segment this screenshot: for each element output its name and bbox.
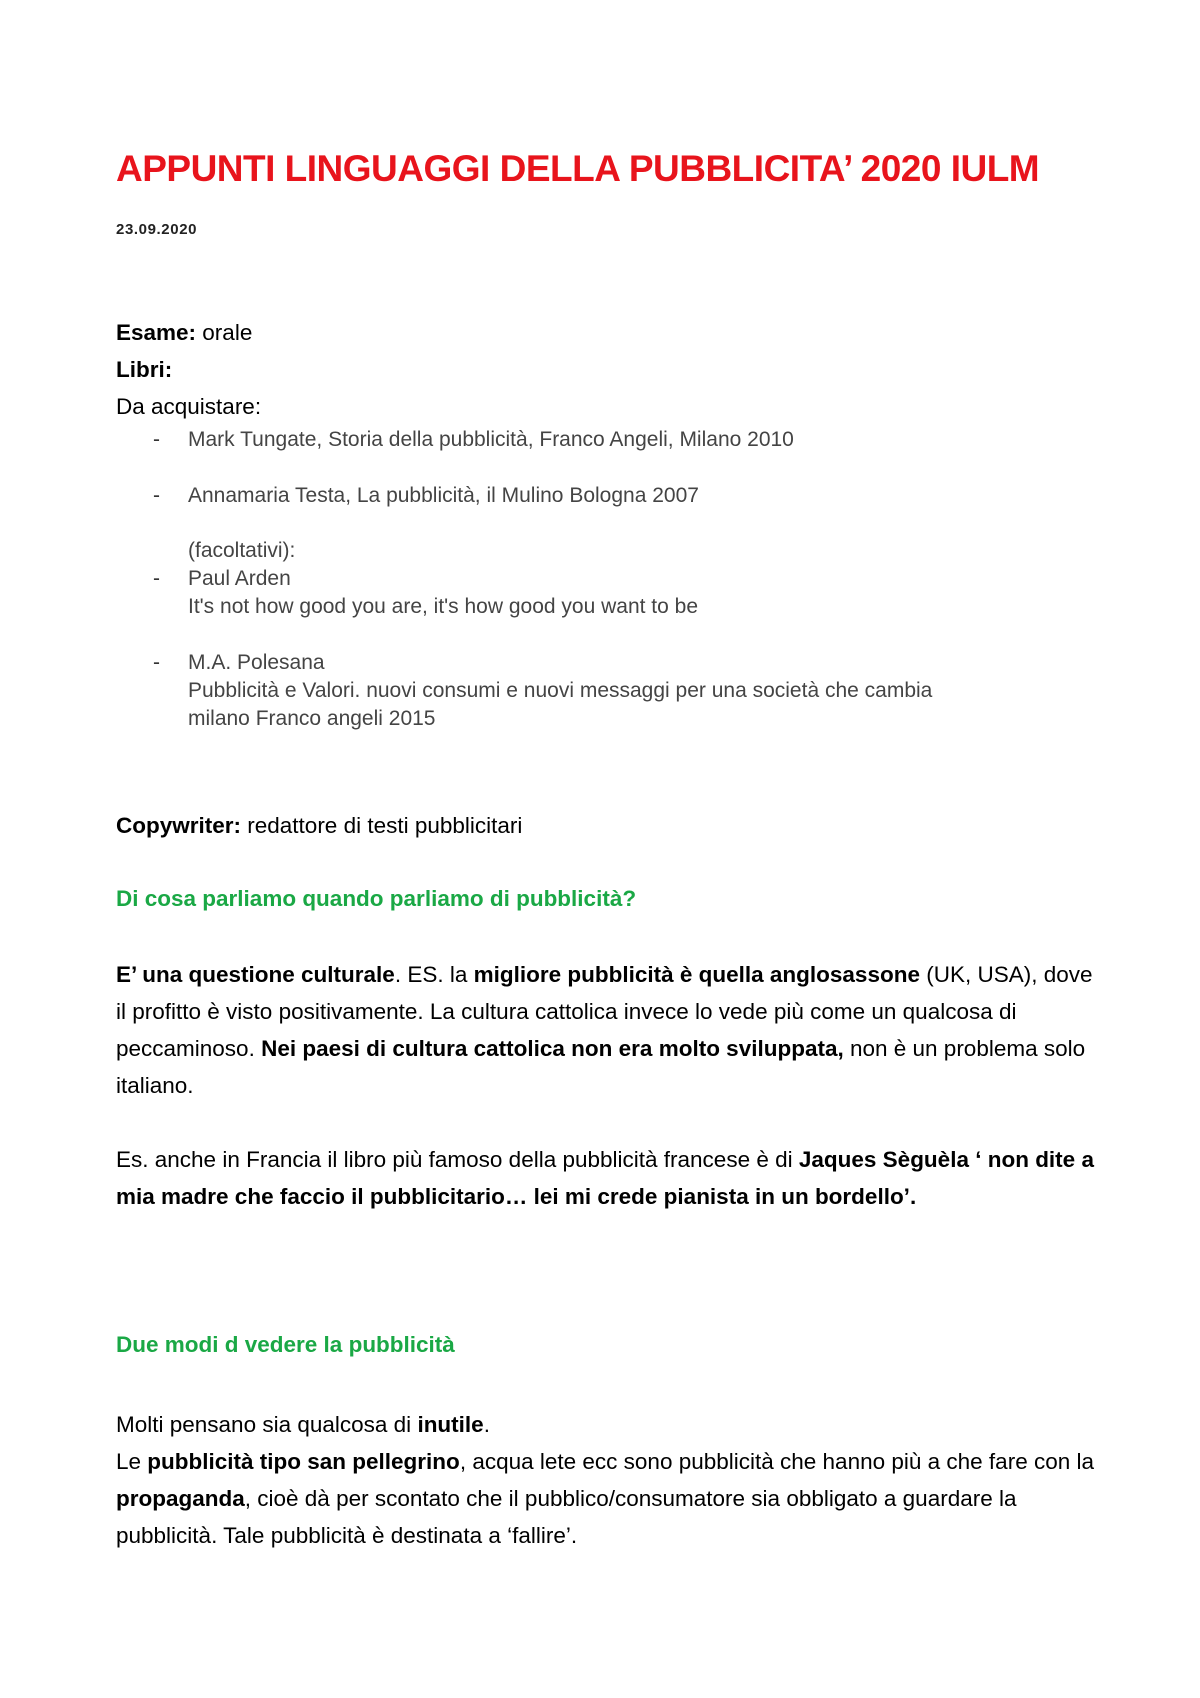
list-dash: - xyxy=(153,484,160,507)
paragraph: Le pubblicità tipo san pellegrino, acqua lete ecc sono pubblicità che hanno più a che fare con la propaganda, cioè dà per scontato che il pubblico/consumatore sia obbligato a guardare la pubblicità. Tale pubblicità è destinata a ‘fallire’. xyxy=(116,1449,1094,1548)
books-label: Libri: xyxy=(116,357,173,382)
copywriter-value: redattore di testi pubblicitari xyxy=(241,813,523,838)
section-heading: Di cosa parliamo quando parliamo di pubblicità? xyxy=(116,886,637,911)
paragraph: E’ una questione culturale. ES. la migliore pubblicità è quella anglosassone (UK, USA), dove il profitto è visto positivamente. La cultura cattolica invece lo vede più come un qualcosa di peccaminoso. Nei paesi di cultura cattolica non era molto sviluppata, non è un problema solo italiano. xyxy=(116,962,1093,1098)
book-author: Paul Arden xyxy=(188,567,291,590)
exam-value: orale xyxy=(196,320,253,345)
book-title: Pubblicità e Valori. nuovi consumi e nuovi messaggi per una società che cambia xyxy=(188,679,933,702)
paragraph: Molti pensano sia qualcosa di inutile. xyxy=(116,1412,490,1437)
exam-line xyxy=(116,314,252,351)
section-heading: Due modi d vedere la pubblicità xyxy=(116,1332,455,1357)
book-author: M.A. Polesana xyxy=(188,651,325,674)
list-dash: - xyxy=(153,567,160,590)
page-title: APPUNTI LINGUAGGI DELLA PUBBLICITA’ 2020 IULM xyxy=(116,148,1040,189)
book-title: It's not how good you are, it's how good you want to be xyxy=(188,595,699,618)
book-item: Annamaria Testa, La pubblicità, il Mulino Bologna 2007 xyxy=(188,484,699,507)
copywriter-line xyxy=(116,807,522,844)
copywriter-label: Copywriter: xyxy=(116,813,242,838)
paragraph: Es. anche in Francia il libro più famoso della pubblicità francese è di Jaques Sèguèla ‘ non dite a mia madre che faccio il pubblicitario… lei mi crede pianista in un bordello’. xyxy=(116,1147,1094,1209)
exam-label: Esame: xyxy=(116,320,197,345)
book-item: Mark Tungate, Storia della pubblicità, Franco Angeli, Milano 2010 xyxy=(188,428,794,451)
to-buy-label: Da acquistare: xyxy=(116,394,262,419)
list-dash: - xyxy=(153,428,160,451)
list-dash: - xyxy=(153,651,160,674)
optional-label: (facoltativi): xyxy=(188,539,296,562)
document-date: 23.09.2020 xyxy=(116,221,198,238)
book-title: milano Franco angeli 2015 xyxy=(188,707,436,730)
